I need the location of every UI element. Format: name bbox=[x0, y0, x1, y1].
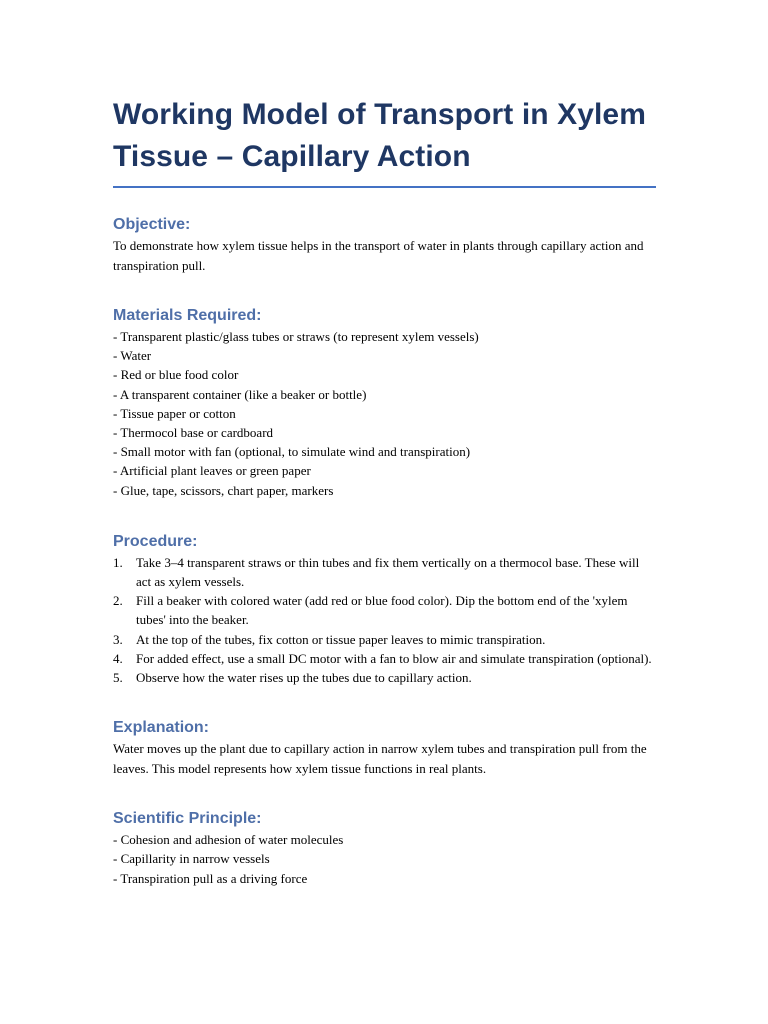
document-title: Working Model of Transport in Xylem Tissue – Capillary Action bbox=[113, 94, 656, 188]
procedure-step bbox=[113, 668, 656, 687]
materials-item: - Artificial plant leaves or green paper bbox=[113, 463, 311, 479]
principle-section bbox=[113, 808, 656, 888]
step-text: At the top of the tubes, fix cotton or tissue paper leaves to mimic transpiration. bbox=[136, 631, 546, 647]
materials-item: - Tissue paper or cotton bbox=[113, 405, 236, 421]
materials-item: - Small motor with fan (optional, to simulate wind and transpiration) bbox=[113, 444, 471, 460]
explanation-text: Water moves up the plant due to capillary action in narrow xylem tubes and transpiration pull from the leaves. This model represents how xylem tissue functions in real plants. bbox=[113, 741, 647, 776]
materials-list bbox=[113, 327, 656, 500]
materials-item: - A transparent container (like a beaker or bottle) bbox=[113, 386, 367, 402]
step-number: 2. bbox=[113, 593, 123, 609]
explanation-heading: Explanation: bbox=[113, 719, 210, 737]
materials-item: - Thermocol base or cardboard bbox=[113, 425, 274, 441]
principle-list bbox=[113, 830, 656, 888]
principle-item: - Capillarity in narrow vessels bbox=[113, 851, 270, 867]
materials-section bbox=[113, 305, 656, 500]
procedure-step bbox=[113, 630, 656, 649]
procedure-list bbox=[113, 553, 656, 687]
procedure-section bbox=[113, 531, 656, 687]
procedure-step bbox=[113, 553, 656, 591]
materials-item: - Water bbox=[113, 348, 152, 364]
principle-heading: Scientific Principle: bbox=[113, 810, 262, 828]
procedure-step bbox=[113, 649, 656, 668]
step-text: For added effect, use a small DC motor with a fan to blow air and simulate transpiration (optional). bbox=[136, 650, 652, 666]
step-text: Fill a beaker with colored water (add red or blue food color). Dip the bottom end of the 'xylem tubes' into the beaker. bbox=[136, 593, 628, 628]
step-number: 1. bbox=[113, 554, 123, 570]
materials-item: - Red or blue food color bbox=[113, 367, 239, 383]
document-page bbox=[113, 94, 656, 888]
explanation-section bbox=[113, 717, 656, 778]
objective-section bbox=[113, 214, 656, 275]
materials-item: - Glue, tape, scissors, chart paper, markers bbox=[113, 482, 334, 498]
step-number: 5. bbox=[113, 670, 123, 686]
procedure-step bbox=[113, 591, 656, 629]
principle-item: - Cohesion and adhesion of water molecules bbox=[113, 832, 344, 848]
step-text: Take 3–4 transparent straws or thin tubes and fix them vertically on a thermocol base. These will act as xylem vessels. bbox=[136, 554, 640, 590]
step-text: Observe how the water rises up the tubes due to capillary action. bbox=[136, 670, 472, 686]
procedure-heading: Procedure: bbox=[113, 532, 198, 550]
principle-item: - Transpiration pull as a driving force bbox=[113, 870, 308, 886]
materials-heading: Materials Required: bbox=[113, 307, 262, 324]
step-number: 4. bbox=[113, 650, 123, 666]
step-number: 3. bbox=[113, 631, 123, 647]
objective-heading: Objective: bbox=[113, 216, 191, 233]
objective-text: To demonstrate how xylem tissue helps in the transport of water in plants through capillary action and transpiration pull. bbox=[113, 238, 644, 273]
materials-item: - Transparent plastic/glass tubes or straws (to represent xylem vessels) bbox=[113, 329, 479, 344]
